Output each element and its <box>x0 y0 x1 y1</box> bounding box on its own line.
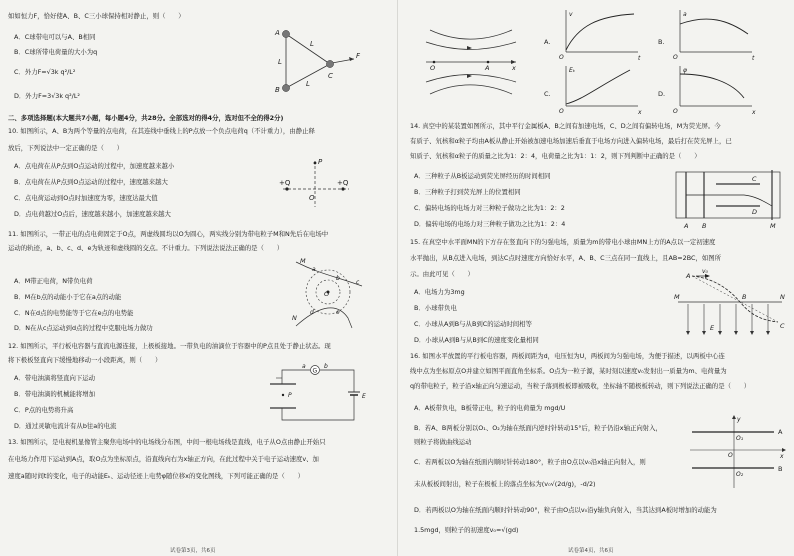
q9-option-a: A．C球带电可以与A、B相同 <box>14 33 96 41</box>
label-e: E <box>710 324 715 332</box>
q11-option-c: C．N在d点的电势能等于它在e点的电势能 <box>14 309 134 317</box>
label-plate-a: A <box>778 428 783 436</box>
q14-option-c: C．偏转电场的电场力对三种粒子做功之比为1：2：2 <box>414 204 565 212</box>
label-m: M <box>674 293 680 301</box>
q11-option-a: A．M带正电荷，N带负电荷 <box>14 277 93 285</box>
label-g: G <box>312 367 318 375</box>
q16-stem-1: 16. 如图水平放置的平行板电容器，两板间距为d，电压恒为U，两板间为匀强电场，为便于描述，以两板中心连 <box>410 352 725 360</box>
q16-stem-3: q的带电粒子，粒子沿x轴正向匀速运动，当粒子落到极板即被吸收，坐标轴不随极板转动，则下列说法正确的是（ ） <box>410 382 751 390</box>
q9-option-d: D．外力F=3√3k q²/L² <box>14 92 80 100</box>
label-p: P <box>288 392 292 399</box>
q10-charge-figure <box>275 155 355 215</box>
label-e: E <box>362 393 366 400</box>
q16-option-c-2: 末从板板间射出，粒子在极板上的落点坐标为(v₀√(2d/g)，-d/2) <box>414 480 596 488</box>
q11-option-d: D．N在从c点运动到d点的过程中克服电场力做功 <box>14 324 153 332</box>
q14-stem-1: 14. 真空中的某装置如图所示，其中平行金属板A、B之间有加速电场，C、D之间有偏转电场，M为荧光屏。今 <box>410 122 721 130</box>
graph-c-origin: O <box>559 108 564 115</box>
q14-stem-2: 有质子、氘核和α粒子均由A板从静止开始被加速电场加速后垂直于电场方向进入偏转电场，最后打在荧光屏上，已 <box>410 137 732 145</box>
q15-option-d: D．小球从A到B与从B到C的速度变化量相同 <box>414 336 539 344</box>
q14-option-d: D．偏转电场的电场力对三种粒子做功之比为1：2：4 <box>414 220 566 228</box>
page-footer: 试卷第3页，共6页 <box>170 548 216 554</box>
q11-stem-2: 运动的轨迹，a、b、c、d、e为轨迹和虚线圆的交点。不计重力。下列说法说法正确的是（ ） <box>8 244 284 252</box>
label-a: A <box>485 64 490 72</box>
q10-option-c: C．点电荷运动到O点时加速度为零，速度达最大值 <box>14 194 158 202</box>
q13-option-graphs <box>538 6 778 118</box>
q10-stem-2: 放后，下列说法中一定正确的是（ ） <box>8 144 124 152</box>
q14-stem-3: 知质子、氘核和α粒子的质量之比为1：2：4，电荷量之比为1：1：2，则下列判断中正确的是（ ） <box>410 152 701 160</box>
q14-option-a: A．三种粒子从B板运动到荧光屏经历的时间相同 <box>414 172 551 180</box>
q9-triangle-figure <box>270 24 370 104</box>
label-o: O <box>728 452 733 459</box>
q10-option-d: D．点电荷越过O点后，速度越来越小，加速度越来越大 <box>14 210 171 218</box>
q12-capacitor-circuit <box>262 364 372 426</box>
q11-option-b: B．M在b点的动能小于它在a点的动能 <box>14 293 122 301</box>
q16-option-b-1: B．若A、B两板分别以O₁、O₂为轴在纸面内逆时针转动15°后，粒子仍沿x轴正向射入， <box>414 424 662 432</box>
label-x: x <box>780 453 784 460</box>
label-m: M <box>770 222 776 230</box>
q12-stem-2: 将下极板竖直向下缓慢地移动一小段距离，则（ ） <box>8 356 162 364</box>
label-l-top: L <box>310 40 314 48</box>
q13-stem-3: 速度a随时间t的变化，电子的动能Eₖ、运动径迹上电势φ随位移x的变化图线，下列可能正确的是（ ） <box>8 472 304 480</box>
label-x: x <box>512 64 516 72</box>
label-y: y <box>737 416 741 423</box>
graph-c-label: C. <box>544 90 551 98</box>
label-force: F <box>356 52 361 60</box>
graph-c-curve <box>566 70 630 104</box>
graph-d-label: D. <box>658 90 666 98</box>
graph-b-origin: O <box>673 54 678 61</box>
graph-c-xlabel: x <box>638 109 642 116</box>
label-o: O <box>309 194 315 202</box>
label-c: C <box>328 72 333 80</box>
q15-option-c: C．小球从A到B与从B到C的运动时间相等 <box>414 320 532 328</box>
q9-option-c: C．外力F=√3k q²/L² <box>14 68 76 76</box>
q9-stem-tail: 如如恒力F，恰好使A、B、C三小球保持相对静止，则（ ） <box>8 12 185 20</box>
graph-a-curve <box>566 14 634 50</box>
graph-b-ylabel: a <box>683 11 687 18</box>
label-b: B <box>275 86 280 94</box>
q15-option-a: A．电场力为3mg <box>414 288 465 296</box>
label-b: b <box>336 275 340 282</box>
label-a: A <box>684 222 689 230</box>
graph-b-curve <box>680 19 748 34</box>
q16-option-d-2: 1.5mgd，则粒子的初速度v₀=√(gd) <box>414 526 519 534</box>
label-d: d <box>310 309 314 316</box>
q13-stem-2: 在电场力作用下运动到A点，取O点为坐标原点，沿直线向右为x轴正方向，在此过程中关于电子运动速度v、加 <box>8 455 319 463</box>
q12-stem-1: 12. 如图所示，平行板电容器与直流电源连接，上极板接地。一带负电的油滴位于容器中的P点且处于静止状态。现 <box>8 342 331 350</box>
q13-field-lines-figure <box>422 12 522 104</box>
graph-b-label: B. <box>658 38 665 46</box>
graph-a-ylabel: v <box>569 11 573 18</box>
label-a: A <box>686 272 691 280</box>
q12-option-a: A．带电油滴将竖直向下运动 <box>14 374 96 382</box>
graph-a-label: A. <box>544 38 551 46</box>
label-c: C <box>752 175 757 183</box>
q15-stem-2: 水平抛出，从B点进入电场，到达C点时速度方向恰好水平，A、B、C三点在同一直线上，且AB=2BC，如图所 <box>410 254 721 262</box>
label-m: M <box>300 257 306 265</box>
q16-option-b-2: 则粒子将做曲线运动 <box>414 438 472 446</box>
graph-c-ylabel: Eₖ <box>569 67 576 74</box>
label-n: N <box>780 293 785 301</box>
q12-option-b: B．带电油滴的机械能将增加 <box>14 390 96 398</box>
q14-option-b: B．三种粒子打到荧光屏上的位置相同 <box>414 188 521 196</box>
label-plate-b: B <box>778 465 783 473</box>
label-b: b <box>324 363 328 370</box>
field-arrows <box>688 304 768 334</box>
section-2-heading: 二、多项选择题(本大题共7小题，每小题4分，共28分。全部选对的得4分，选对但不全的得2分) <box>8 114 284 122</box>
graph-d-ylabel: φ <box>683 67 687 74</box>
ball-c <box>326 60 333 67</box>
q11-orbit-figure <box>290 256 370 336</box>
graph-d-xlabel: x <box>752 109 756 116</box>
label-q-right: +Q <box>337 179 349 187</box>
q10-stem-1: 10. 如图所示，A、B为两个等量的点电荷，在其连线中垂线上的P点放一个负点电荷q（不计重力），由静止释 <box>8 127 315 135</box>
graph-a-xlabel: t <box>638 55 641 62</box>
label-p: P <box>318 158 323 166</box>
q13-stem-1: 13. 如图所示，是电视机显像管主聚焦电场中的电场线分布图，中间一根电场线是直线，电子从O点由静止开始只 <box>8 438 326 446</box>
q10-option-a: A．点电荷在从P点到O点运动的过程中，加速度越来越小 <box>14 162 175 170</box>
exam-page-4 <box>397 0 794 556</box>
ball-b <box>282 84 289 91</box>
label-n: N <box>292 314 297 322</box>
q14-apparatus-figure <box>674 166 784 230</box>
label-o: O <box>324 290 330 298</box>
label-a: a <box>302 363 306 370</box>
label-l-left: L <box>278 58 282 66</box>
label-l-bottom: L <box>306 80 310 88</box>
page-footer: 试卷第4页，共6页 <box>568 548 614 554</box>
label-e: e <box>336 309 340 316</box>
q9-option-b: B．C球所带电荷量的大小为q <box>14 48 98 56</box>
q16-option-d-1: D．若两板以O为轴在纸面内顺时针转动90°，粒子由O点以v₀沿y轴负向射入，当其达到A板时增加的动能为 <box>414 506 717 514</box>
label-b: B <box>702 222 707 230</box>
label-o1: O₁ <box>736 435 744 442</box>
label-b: B <box>742 293 747 301</box>
q16-option-a: A．A板带负电，B板带正电，粒子的电荷量为 mgd/U <box>414 404 566 412</box>
label-a: a <box>312 266 316 273</box>
label-q-left: +Q <box>279 179 291 187</box>
q15-stem-3: 示。由此可见（ ） <box>410 270 474 278</box>
graph-b-xlabel: t <box>752 55 755 62</box>
q15-trajectory-figure <box>674 268 788 338</box>
q15-option-b: B．小球带负电 <box>414 304 457 312</box>
q12-option-d: D．通过灵敏电流计有从b往a的电流 <box>14 422 117 430</box>
q10-option-b: B．点电荷在从P点到O点运动的过程中，速度越来越大 <box>14 178 168 186</box>
label-c: c <box>356 279 360 286</box>
graph-a-origin: O <box>559 54 564 61</box>
q16-stem-2: 线中点为坐标原点O并建立如图平面直角坐标系。O点为一粒子源，某时刻以速度v₀发射出一质量为m、电荷量为 <box>410 367 727 375</box>
ball-a <box>282 30 289 37</box>
q12-option-c: C．P点的电势将升高 <box>14 406 74 414</box>
q15-stem-1: 15. 在真空中水平面MN的下方存在竖直向下的匀强电场，质量为m的带电小球由MN上方的A点以一定初速度 <box>410 238 716 246</box>
label-a: A <box>275 29 280 37</box>
graph-d-origin: O <box>673 108 678 115</box>
q11-stem-1: 11. 如图所示，一带正电的点电荷固定于O点，两虚线圆均以O为圆心，两实线分别为带电粒子M和N先后在电场中 <box>8 230 329 238</box>
q16-capacitor-axes-figure <box>688 414 788 490</box>
graph-d-curve <box>680 74 744 98</box>
label-c: C <box>780 322 785 330</box>
label-o: O <box>430 64 436 72</box>
label-d: D <box>752 208 758 216</box>
q16-option-c-1: C．若两板以O为轴在纸面内顺时针转动180°，粒子由O点以v₀沿x轴正向射入，则 <box>414 458 646 466</box>
label-v0: v₀ <box>702 268 708 275</box>
label-o2: O₂ <box>736 471 744 478</box>
